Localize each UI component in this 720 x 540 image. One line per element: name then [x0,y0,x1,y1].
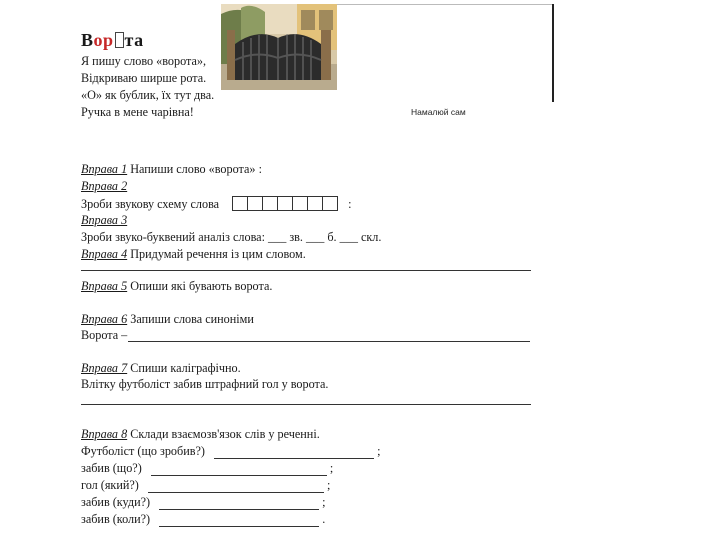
gate-photo [221,4,337,90]
exercise-5-label: Вправа 5 [81,279,128,293]
exercise-1-text: Напиши слово «ворота» : [127,162,262,176]
exercise-5 [81,279,272,294]
answer-line [81,404,531,405]
exercise-2-colon: : [348,197,352,211]
fill-in-blank [148,492,324,493]
word-link-prompt: забив (що?) [81,461,142,475]
exercise-1-label: Вправа 1 [81,162,128,176]
fill-in-blank [159,526,319,527]
poem-line-3: «О» як бублик, їх тут два. [81,88,215,102]
calligraphy-sentence: Влітку футболіст забив штрафний гол у ворота. [81,377,329,391]
word-link-prompt: забив (куди?) [81,495,151,509]
sound-scheme-boxes [232,196,337,215]
exercise-6-answer [81,328,127,343]
synonym-prompt: Ворота – [81,328,128,342]
page-title [81,30,144,51]
exercise-1 [81,162,262,177]
title-suffix: та [124,30,144,50]
exercise-5-text: Опиши які бувають ворота. [127,279,273,293]
exercise-4 [81,247,306,262]
scheme-box [292,196,308,211]
exercise-6-text: Запиши слова синоніми [127,312,254,326]
scheme-box [277,196,293,211]
exercise-6 [81,312,254,327]
title-prefix: В [81,30,94,50]
exercise-2-label-line [81,179,127,194]
scheme-box [322,196,338,211]
exercise-7-text: Спиши каліграфічно. [127,361,241,375]
frame-top-border [337,4,553,5]
exercise-3-label: Вправа 3 [81,213,128,227]
poem-line-4: Ручка в мене чарівна! [81,105,194,119]
exercise-4-label: Вправа 4 [81,247,128,261]
word-link-line [81,495,326,510]
word-link-line [81,512,325,527]
fill-in-blank [214,458,374,459]
line-end: ; [374,444,381,458]
fill-in-blank [151,475,327,476]
word-link-prompt: гол (який?) [81,478,139,492]
scheme-box [247,196,263,211]
exercise-8 [81,427,320,442]
scheme-box [307,196,323,211]
exercise-6-label: Вправа 6 [81,312,128,326]
exercise-2-label: Вправа 2 [81,179,128,193]
title-red-letters: ор [93,30,114,50]
exercise-7 [81,361,241,376]
exercise-2-text: Зроби звукову схему слова [81,197,220,211]
line-end: ; [323,478,331,492]
exercise-8-text: Склади взаємозв'язок слів у реченні. [127,427,320,441]
poem-line-2: Відкриваю ширше рота. [81,71,207,85]
scheme-box [262,196,278,211]
word-link-line [81,461,333,476]
exercise-8-label: Вправа 8 [81,427,128,441]
exercise-3-label-line [81,213,127,228]
draw-yourself-caption: Намалюй сам [411,107,466,117]
line-end: ; [319,495,326,509]
frame-right-border [552,4,554,102]
exercise-7-label: Вправа 7 [81,361,128,375]
fill-in-blank [159,509,319,510]
exercise-3-text: Зроби звуко-буквений аналіз слова: ___ зв. ___ б. ___ скл. [81,230,382,244]
word-link-prompt: забив (коли?) [81,512,151,526]
poem-line-1: Я пишу слово «ворота», [81,54,207,68]
scheme-box [232,196,248,211]
answer-line [81,270,531,271]
letter-placeholder-box [115,32,124,48]
word-link-prompt: Футболіст (що зробив?) [81,444,205,458]
exercise-4-text: Придумай речення із цим словом. [127,247,306,261]
line-end: . [319,512,326,526]
line-end: ; [326,461,334,475]
word-link-line [81,444,380,459]
answer-line [128,341,530,342]
word-link-line [81,478,330,493]
